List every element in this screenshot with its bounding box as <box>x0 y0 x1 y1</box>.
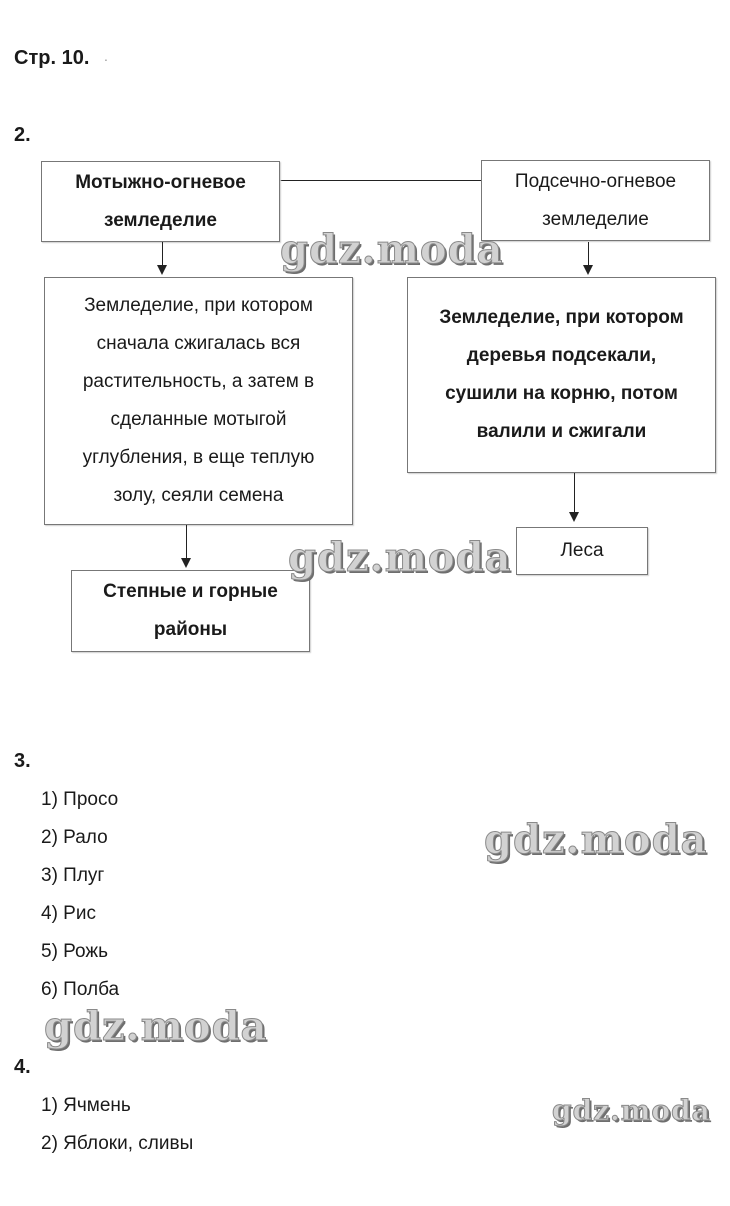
task2-number: 2. <box>14 124 31 146</box>
box-slash-burn-definition <box>407 277 716 473</box>
box-forests-text: Леса <box>560 540 604 561</box>
watermark-logo: gdz.moda <box>44 1003 268 1050</box>
task3-item-4: 4) Рис <box>41 903 96 924</box>
arrow-right-2-line <box>574 473 575 513</box>
box-hoe-fire-farming-text: Мотыжно-огневое земледелие <box>75 171 246 231</box>
box-steppe-mountain <box>71 570 310 652</box>
box-slash-burn-definition-text: Земледелие, при котором деревья подсекали, сушили на корню, потом валили и сжигали <box>439 307 684 442</box>
task4-number: 4. <box>14 1056 31 1078</box>
arrow-left-1-head <box>157 265 167 275</box>
task4-item-2: 2) Яблоки, сливы <box>41 1133 194 1154</box>
task3-number: 3. <box>14 750 31 772</box>
arrow-left-1-line <box>162 242 163 266</box>
arrow-right-1-line <box>588 242 589 266</box>
box-slash-burn-farming-text: Подсечно-огневое земледелие <box>514 170 677 230</box>
task3-item-2: 2) Рало <box>41 827 108 848</box>
page-dot: . <box>104 48 108 64</box>
arrow-right-2-head <box>569 512 579 522</box>
arrow-right-1-head <box>583 265 593 275</box>
box-steppe-mountain-text: Степные и горные районы <box>103 581 278 640</box>
arrow-left-2-line <box>186 525 187 559</box>
arrow-left-2-head <box>181 558 191 568</box>
box-hoe-fire-definition-text: Земледелие, при котором сначала сжигалась вся растительность, а затем в сделанные мотыгой углубления, в еще теплую золу, сеяли семена <box>82 295 315 506</box>
box-forests <box>516 527 648 575</box>
watermark-logo: gdz.moda <box>552 1094 711 1127</box>
page-label: Стр. 10. <box>14 47 90 69</box>
watermark-logo: gdz.moda <box>288 534 512 581</box>
task4-item-1: 1) Ячмень <box>41 1095 131 1116</box>
box-slash-burn-farming <box>481 160 710 241</box>
task3-item-1: 1) Просо <box>41 789 119 810</box>
watermark-logo: gdz.moda <box>484 816 708 863</box>
task3-item-5: 5) Рожь <box>41 941 108 962</box>
box-hoe-fire-definition <box>44 277 353 525</box>
box-hoe-fire-farming <box>41 161 280 242</box>
watermark-logo: gdz.moda <box>280 226 504 273</box>
task3-item-3: 3) Плуг <box>41 865 105 886</box>
task3-item-6: 6) Полба <box>41 979 120 1000</box>
top-connector-line <box>279 180 482 181</box>
